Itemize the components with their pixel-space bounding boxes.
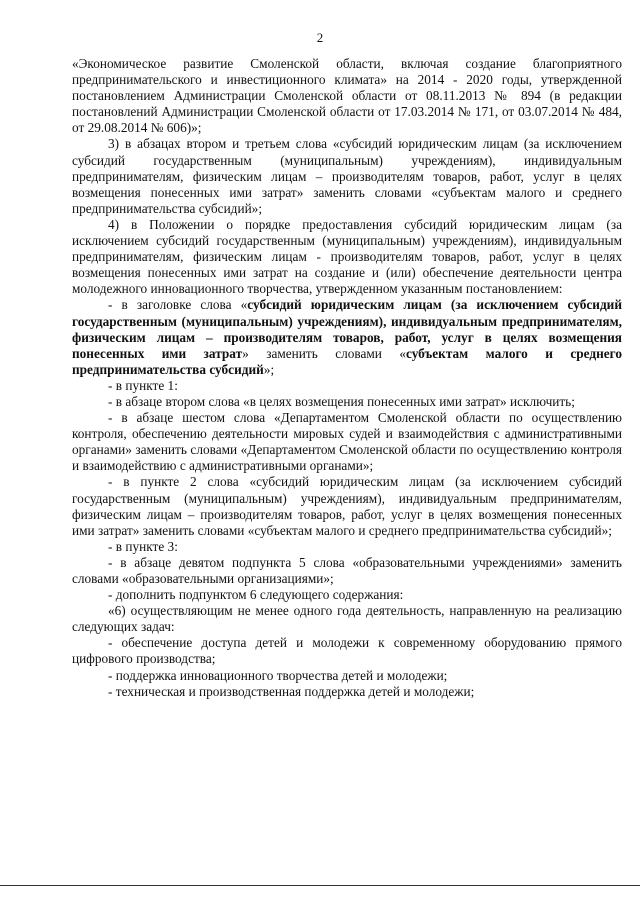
- paragraph: [72, 378, 622, 394]
- text-segment: «6) осуществляющим не менее одного года деятельность, направленную на реализацию следующих задач:: [72, 603, 622, 635]
- text-segment: - поддержка инновационного творчества детей и молодежи;: [108, 667, 448, 683]
- text-segment: 4) в Положении о порядке предоставления субсидий юридическим лицам (за исключением субсидий государственным (муниципальным) учреждениям), индивидуальным предпринимателям, физическим лицам - производителям товаров, работ, услуг в целях возмещения понесенных ими затрат на создание и (или) обеспечение деятельности центра молодежного инновационного творчества, утвержденном указанным постановлением:: [72, 216, 622, 297]
- paragraph: [72, 297, 622, 377]
- paragraph: [72, 684, 622, 700]
- page-number: 2: [316, 30, 324, 45]
- text-segment: - в пункте 1:: [108, 377, 178, 393]
- bold-text-segment: субъектам малого и среднего предпринимательства субсидий: [72, 345, 622, 377]
- paragraph: [72, 136, 622, 216]
- text-segment: - в пункте 2 слова «субсидий юридическим лицам (за исключением субсидий государственным (муниципальным) учреждениям), индивидуальным предпринимателям, физическим лицам – производителям товаров, работ, услуг в целях возмещения понесенных ими затрат» заменить словами «субъектам малого и среднего предпринимательства субсидий»;: [72, 474, 622, 538]
- paragraph: [72, 474, 622, 538]
- text-segment: - в абзаце девятом подпункта 5 слова «образовательными учреждениями» заменить словами «образовательными организациями»;: [72, 554, 622, 586]
- paragraph: [72, 410, 622, 474]
- paragraph: [72, 668, 622, 684]
- text-segment: - обеспечение доступа детей и молодежи к современному оборудованию прямого цифрового производства;: [72, 635, 622, 667]
- text-segment: - в абзаце втором слова «в целях возмещения понесенных ими затрат» исключить;: [108, 393, 575, 409]
- paragraph: [72, 539, 622, 555]
- paragraph: [72, 555, 622, 587]
- paragraph: [72, 217, 622, 297]
- text-segment: - в пункте 3:: [108, 538, 178, 554]
- paragraph: [72, 635, 622, 667]
- text-segment: - дополнить подпунктом 6 следующего содержания:: [108, 587, 404, 603]
- text-segment: »;: [263, 361, 275, 377]
- text-segment: - в заголовке слова «: [108, 297, 248, 313]
- paragraph: [72, 603, 622, 635]
- text-segment: «Экономическое развитие Смоленской области, включая создание благоприятного предпринимательского и инвестиционного климата» на 2014 - 2020 годы, утвержденной постановлением Администрации Смоленской области от 08.11.2013 № 894 (в редакции постановлений Администрации Смоленской области от 17.03.2014 № 171, от 03.07.2014 № 484, от 29.08.2014 № 606)»;: [72, 56, 622, 136]
- text-segment: 3) в абзацах втором и третьем слова «субсидий юридическим лицам (за исключением субсидий государственным (муниципальным) учреждениям), индивидуальным предпринимателям, физическим лицам – производителям товаров, работ, услуг в целях возмещения понесенных ими затрат» заменить словами «субъектам малого и среднего предпринимательства субсидий»;: [72, 136, 622, 216]
- text-segment: - техническая и производственная поддержка детей и молодежи;: [108, 683, 475, 699]
- bold-text-segment: субсидий юридическим лицам (за исключением субсидий государственным (муниципальным) учреждениям), индивидуальным предпринимателям, физическим лицам – производителям товаров, работ, услуг в целях возмещения понесенных ими затрат: [72, 297, 622, 361]
- text-segment: » заменить словами «: [242, 345, 406, 361]
- footer-rule: [0, 885, 640, 886]
- paragraph: [72, 56, 622, 136]
- paragraph: [72, 587, 622, 603]
- document-body: [72, 56, 622, 700]
- text-segment: - в абзаце шестом слова «Департаментом Смоленской области по осуществлению контроля, обеспечению деятельности мировых судей и взаимодействия с административными органами» заменить словами «Департаментом Смоленской области по осуществлению контроля и взаимодействию с административными органами»;: [72, 410, 622, 474]
- paragraph: [72, 394, 622, 410]
